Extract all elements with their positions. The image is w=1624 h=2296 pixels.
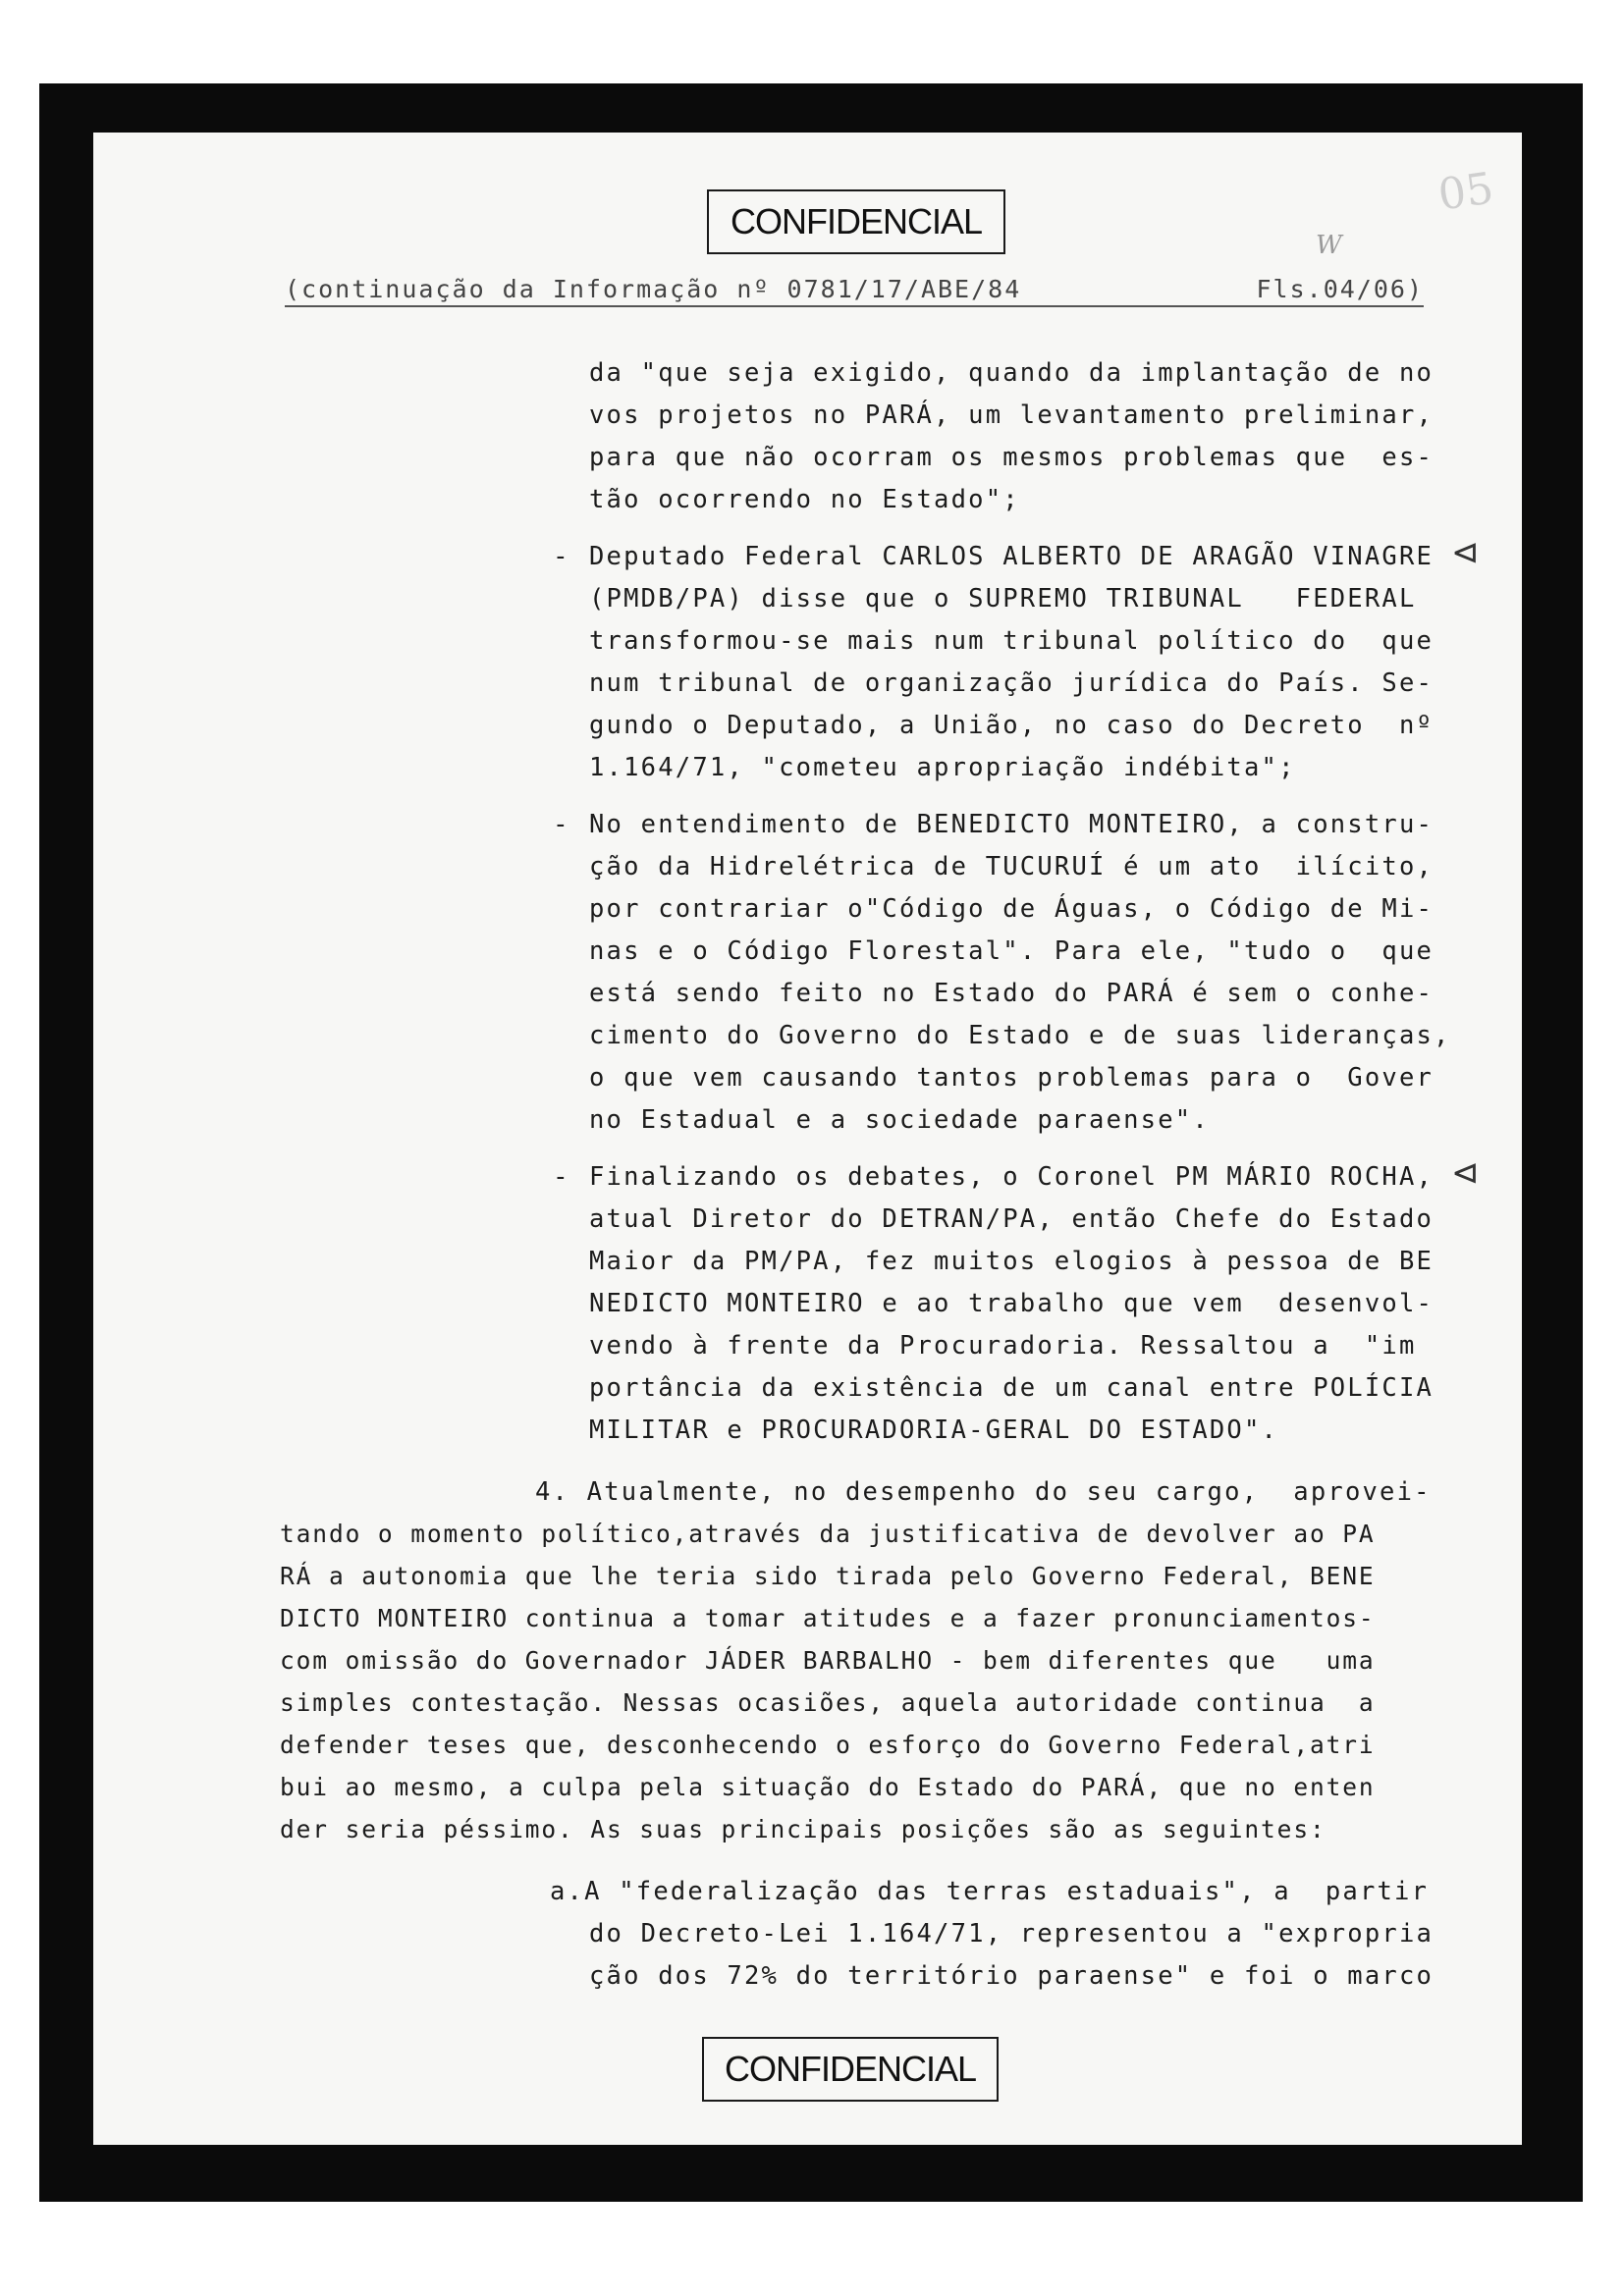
document-header <box>285 275 1424 307</box>
body-line: bui ao mesmo, a culpa pela situação do Estado do PARÁ, que no enten <box>280 1773 1376 1801</box>
body-line: vendo à frente da Procuradoria. Ressaltou a "im <box>589 1331 1417 1361</box>
body-line: (PMDB/PA) disse que o SUPREMO TRIBUNAL FEDERAL <box>589 584 1417 614</box>
body-line: no Estadual e a sociedade paraense". <box>589 1105 1210 1135</box>
handwritten-page-number: 05 <box>1435 163 1497 221</box>
body-line: tão ocorrendo no Estado"; <box>589 485 1020 514</box>
body-line: ção da Hidrelétrica de TUCURUÍ é um ato ilícito, <box>589 852 1435 881</box>
body-line: Deputado Federal CARLOS ALBERTO DE ARAGÃO VINAGRE <box>589 542 1435 571</box>
body-line: atual Diretor do DETRAN/PA, então Chefe do Estado <box>589 1204 1435 1234</box>
body-line: transformou-se mais num tribunal político do que <box>589 626 1435 656</box>
body-line: o que vem causando tantos problemas para o Gover <box>589 1063 1435 1093</box>
body-line: portância da existência de um canal entre POLÍCIA <box>589 1373 1435 1403</box>
margin-arrow-mark: ⊲ <box>1451 1153 1480 1193</box>
body-line: Finalizando os debates, o Coronel PM MÁRIO ROCHA, <box>589 1162 1435 1192</box>
body-line: NEDICTO MONTEIRO e ao trabalho que vem desenvol- <box>589 1289 1435 1318</box>
body-line: nas e o Código Florestal". Para ele, "tudo o que <box>589 936 1435 966</box>
bullet-dash: - <box>553 810 568 839</box>
body-line: da "que seja exigido, quando da implantação de no <box>589 358 1435 388</box>
body-line: gundo o Deputado, a União, no caso do Decreto nº <box>589 711 1435 740</box>
header-reference: (continuação da Informação nº 0781/17/ABE/84 <box>285 275 1022 303</box>
bullet-dash: - <box>553 1162 568 1192</box>
body-line: está sendo feito no Estado do PARÁ é sem o conhe- <box>589 979 1435 1008</box>
body-line: a.A "federalização das terras estaduais", a partir <box>550 1877 1430 1906</box>
body-line: No entendimento de BENEDICTO MONTEIRO, a constru- <box>589 810 1435 839</box>
confidential-stamp-bottom: CONFIDENCIAL <box>702 2037 999 2102</box>
body-line: RÁ a autonomia que lhe teria sido tirada pelo Governo Federal, BENE <box>280 1562 1376 1590</box>
body-line: cimento do Governo do Estado e de suas lideranças, <box>589 1021 1451 1050</box>
body-line: MILITAR e PROCURADORIA-GERAL DO ESTADO". <box>589 1415 1279 1445</box>
body-line: ção dos 72% do território paraense" e foi o marco <box>589 1961 1435 1991</box>
body-line: do Decreto-Lei 1.164/71, representou a "expropria <box>589 1919 1435 1949</box>
body-line: tando o momento político,através da justificativa de devolver ao PA <box>280 1520 1376 1548</box>
handwritten-initials: W <box>1316 231 1342 260</box>
confidential-stamp-top: CONFIDENCIAL <box>707 189 1005 254</box>
body-line: Maior da PM/PA, fez muitos elogios à pessoa de BE <box>589 1247 1435 1276</box>
body-line: vos projetos no PARÁ, um levantamento preliminar, <box>589 400 1435 430</box>
body-line: num tribunal de organização jurídica do País. Se- <box>589 668 1435 698</box>
body-line: der seria péssimo. As suas principais posições são as seguintes: <box>280 1815 1326 1843</box>
body-line: defender teses que, desconhecendo o esforço do Governo Federal,atri <box>280 1731 1376 1759</box>
body-line: para que não ocorram os mesmos problemas que es- <box>589 443 1435 472</box>
body-line: com omissão do Governador JÁDER BARBALHO - bem diferentes que uma <box>280 1646 1376 1675</box>
margin-arrow-mark: ⊲ <box>1451 533 1480 572</box>
header-folio: Fls.04/06) <box>1256 275 1424 303</box>
body-line: DICTO MONTEIRO continua a tomar atitudes e a fazer pronunciamentos- <box>280 1604 1376 1632</box>
body-line: 4. Atualmente, no desempenho do seu cargo, aprovei- <box>535 1477 1432 1507</box>
body-line: por contrariar o"Código de Águas, o Código de Mi- <box>589 894 1435 924</box>
body-line: 1.164/71, "cometeu apropriação indébita"; <box>589 753 1296 782</box>
body-line: simples contestação. Nessas ocasiões, aquela autoridade continua a <box>280 1688 1376 1717</box>
bullet-dash: - <box>553 542 568 571</box>
